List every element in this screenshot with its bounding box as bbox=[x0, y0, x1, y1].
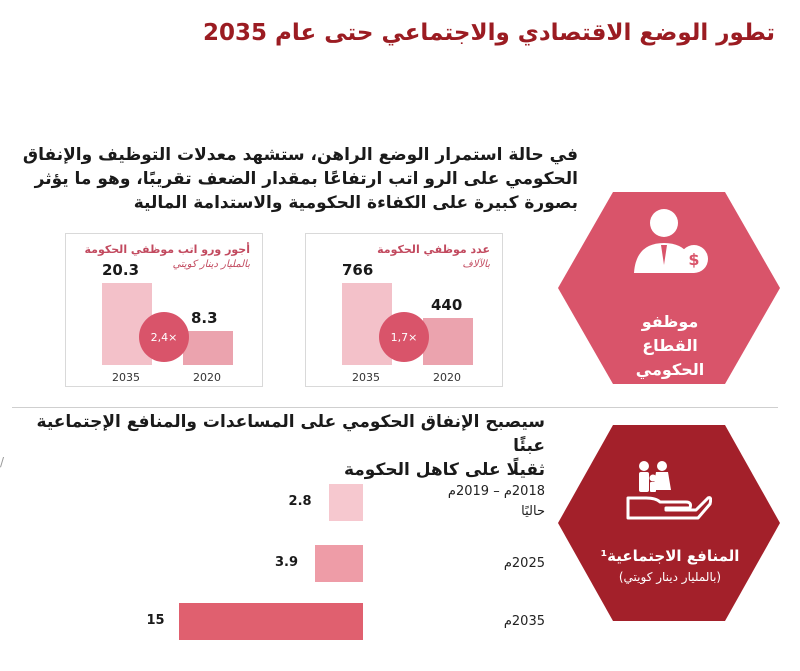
hbar-value-label: 15 bbox=[146, 613, 165, 628]
page-title: تطور الوضع الاقتصادي والاجتماعي حتى عام 2035 bbox=[202, 20, 775, 46]
employees-chart-subtitle: بالآلاف bbox=[462, 259, 490, 270]
edge-mark: / bbox=[0, 455, 5, 469]
hbar-0 bbox=[329, 484, 363, 521]
hbar-value-label: 3.9 bbox=[275, 555, 299, 570]
bar-value-label: 440 bbox=[431, 295, 463, 314]
hbar-category-line: 2018م – 2019م bbox=[447, 484, 545, 499]
social-benefits-hexagon-label-line2: (بالمليار دينار كويتي) bbox=[618, 570, 722, 584]
employee-dollar-icon bbox=[628, 203, 714, 279]
section-1-text: في حالة استمرار الوضع الراهن، ستشهد معدلات التوظيف والإنفاق الحكومي على الرو اتب ارتفاعًا بمقدار الضعف تقريبًا، وهو ما يؤثر بصورة كبيرة على الكفاءة الحكومية والاستدامة المالية bbox=[22, 145, 578, 213]
section-2-text-line2: ثقيلًا على كاهل الحكومة bbox=[343, 460, 545, 480]
employees-hexagon-label bbox=[613, 310, 727, 406]
bar-value-label: 20.3 bbox=[102, 261, 140, 279]
growth-multiplier-badge: 1,7× bbox=[379, 312, 429, 362]
hbar-category-label bbox=[405, 554, 545, 574]
social-benefits-hexagon bbox=[558, 425, 780, 621]
employees-hexagon-label-line2: الحكومي والعام bbox=[635, 360, 705, 403]
svg-text:$: $ bbox=[688, 250, 700, 269]
hbar-category-label bbox=[405, 612, 545, 632]
section-2-text-line1: سيصبح الإنفاق الحكومي على المساعدات والمنافع الإجتماعية عبئًا bbox=[36, 412, 545, 456]
bar-value-label: 766 bbox=[342, 261, 374, 279]
social-benefits-hexagon-label-line1: المنافع الاجتماعية¹ bbox=[600, 547, 740, 565]
hbar-category-line: 2025م bbox=[503, 556, 545, 571]
hbar-category-line: 2035م bbox=[503, 614, 545, 629]
x-tick-label: 2035 bbox=[112, 371, 140, 384]
growth-multiplier-badge: 2,4× bbox=[139, 312, 189, 362]
bar-2020 bbox=[183, 331, 233, 365]
employees-chart-card bbox=[305, 233, 503, 387]
wages-chart-card bbox=[65, 233, 263, 387]
wages-chart-subtitle: بالمليار دينار كويتي bbox=[172, 259, 250, 270]
hbar-category-line: حاليًا bbox=[521, 504, 545, 519]
x-tick-label: 2035 bbox=[352, 371, 380, 384]
hbar-2 bbox=[179, 603, 364, 640]
hbar-category-label bbox=[405, 482, 545, 522]
family-hand-icon bbox=[626, 458, 712, 520]
x-tick-label: 2020 bbox=[193, 371, 221, 384]
social-benefits-hexagon-label bbox=[600, 545, 740, 587]
wages-chart-title: أجور ورو اتب موظفي الحكومة bbox=[84, 243, 250, 256]
hbar-value-label: 2.8 bbox=[288, 494, 312, 509]
section-divider bbox=[12, 407, 778, 408]
x-tick-label: 2020 bbox=[433, 371, 461, 384]
employees-hexagon-label-line1: موظفو القطاع bbox=[641, 312, 699, 355]
employees-chart-title: عدد موظفي الحكومة bbox=[377, 243, 490, 256]
bar-2020 bbox=[423, 318, 473, 365]
section-2-text bbox=[15, 410, 545, 482]
hexagon-shape bbox=[558, 425, 780, 621]
hbar-1 bbox=[315, 545, 363, 582]
bar-value-label: 8.3 bbox=[191, 309, 218, 328]
